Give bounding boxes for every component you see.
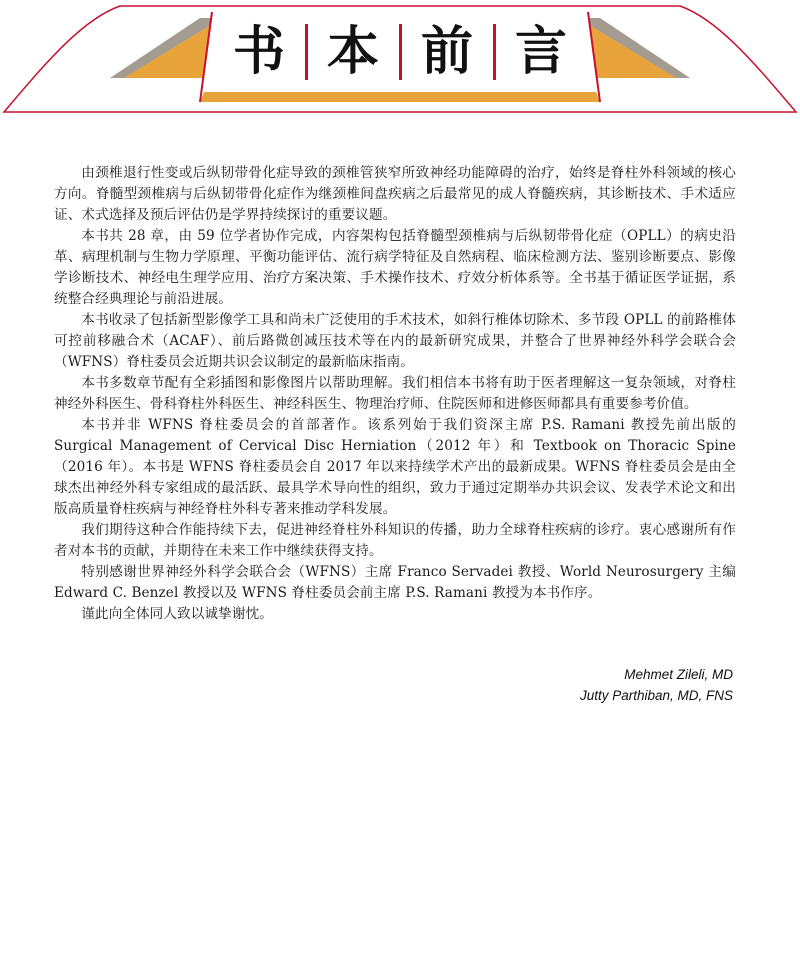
title-char: 言 <box>514 22 567 82</box>
paragraph: 我们期待这种合作能持续下去，促进神经脊柱外科知识的传播，助力全球脊柱疾病的诊疗。衷心感谢所有作者对本书的贡献，并期待在未来工作中继续获得支持。 <box>54 522 736 559</box>
banner-plate-base <box>200 92 600 102</box>
page-title <box>222 12 578 92</box>
signature-block <box>580 664 733 706</box>
title-char: 书 <box>232 22 285 82</box>
preface-body <box>54 163 736 625</box>
title-char: 本 <box>326 22 379 82</box>
paragraph: 特别感谢世界神经外科学会联合会（WFNS）主席 Franco Servadei 教授、World Neurosurgery 主编 Edward C. Benzel 教授以及 WFNS 脊柱委员会前主席 P.S. Ramani 教授为本书作序。 <box>54 564 736 601</box>
title-separator <box>399 24 402 80</box>
paragraph: 本书收录了包括新型影像学工具和尚未广泛使用的手术技术，如斜行椎体切除术、多节段 OPLL 的前路椎体可控前移融合术（ACAF）、前后路微创减压技术等在内的最新研究成果，并整合了世界神经外科学会联合会（WFNS）脊柱委员会近期共识会议制定的最新临床指南。 <box>54 312 736 370</box>
paragraph: 本书并非 WFNS 脊柱委员会的首部著作。该系列始于我们资深主席 P.S. Ramani 教授先前出版的 Surgical Management of Cervical Disc Herniation（2012 年）和 Textbook on Thoracic Spine（2016 年）。本书是 WFNS 脊柱委员会自 2017 年以来持续学术产出的最新成果。WFNS 脊柱委员会是由全球杰出神经外科专家组成的最活跃、最具学术导向性的组织，致力于通过定期举办共识会议、发表学术论文和出版高质量脊柱疾病与神经脊柱外科专著来推动学科发展。 <box>54 417 736 517</box>
title-separator <box>493 24 496 80</box>
signature-author: Mehmet Zileli, MD <box>624 667 733 682</box>
paragraph: 本书共 28 章，由 59 位学者协作完成，内容架构包括脊髓型颈椎病与后纵韧带骨化症（OPLL）的病史沿革、病理机制与生物力学原理、平衡功能评估、流行病学特征及自然病程、临床检测方法、鉴别诊断要点、影像学诊断技术、神经电生理学应用、治疗方案决策、手术操作技术、疗效分析体系等。全书基于循证医学证据，系统整合经典理论与前沿进展。 <box>54 228 736 307</box>
title-char: 前 <box>420 22 473 82</box>
paragraph: 谨此向全体同人致以诚挚谢忱。 <box>81 606 273 622</box>
title-separator <box>305 24 308 80</box>
signature-author: Jutty Parthiban, MD, FNS <box>579 688 733 703</box>
paragraph: 本书多数章节配有全彩插图和影像图片以帮助理解。我们相信本书将有助于医者理解这一复杂领域，对脊柱神经外科医生、骨科脊柱外科医生、神经科医生、物理治疗师、住院医师和进修医师都具有重要参考价值。 <box>54 375 736 412</box>
paragraph: 由颈椎退行性变或后纵韧带骨化症导致的颈椎管狭窄所致神经功能障碍的治疗，始终是脊柱外科领域的核心方向。脊髓型颈椎病与后纵韧带骨化症作为继颈椎间盘疾病之后最常见的成人脊髓疾病，其诊断技术、手术适应证、术式选择及预后评估仍是学界持续探讨的重要议题。 <box>54 165 736 223</box>
